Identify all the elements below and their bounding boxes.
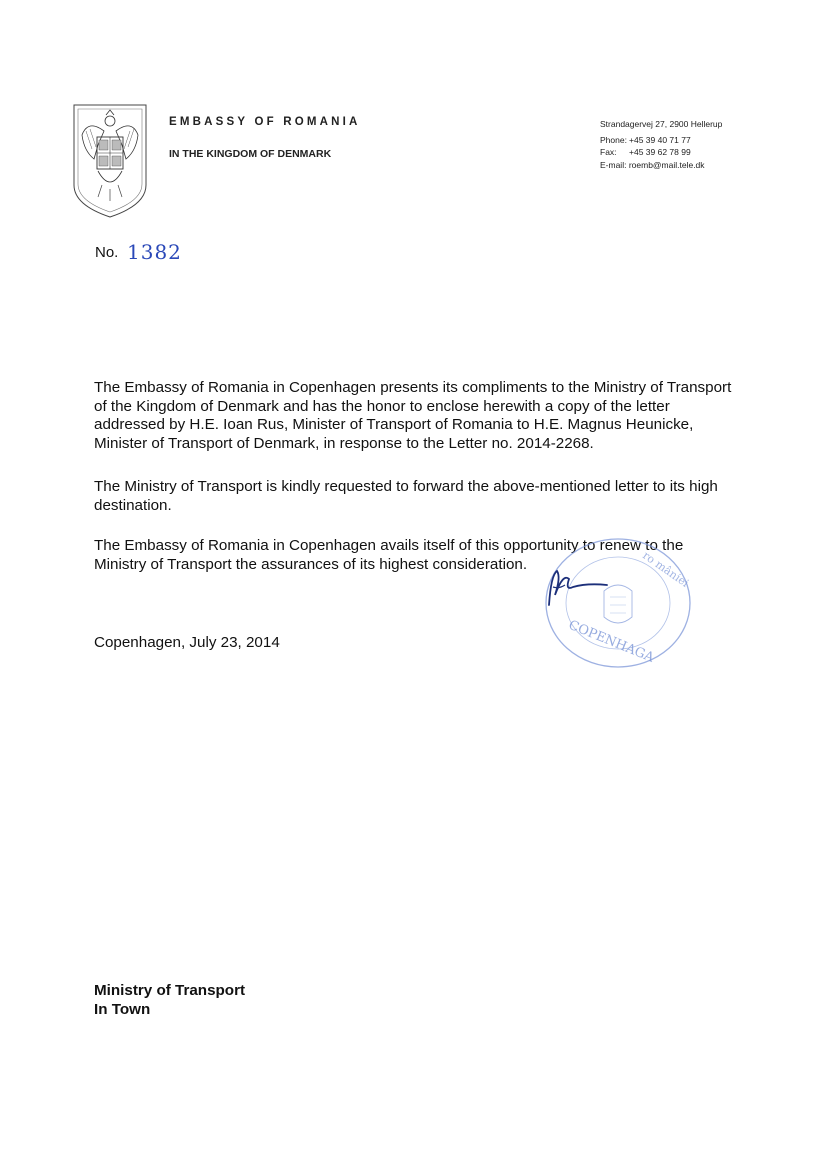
email-line xyxy=(600,159,722,172)
phone-number: +45 39 40 71 77 xyxy=(629,134,691,145)
body-paragraph-3: The Embassy of Romania in Copenhagen avails itself of this opportunity to renew to the Ministry of Transport the assurances of its highest consideration. xyxy=(94,537,684,573)
fax-number: +45 39 62 78 99 xyxy=(629,147,691,157)
reference-number-handwritten: 1382 xyxy=(127,240,182,264)
stamp-text: COPENHAGA xyxy=(566,617,656,666)
embassy-address-block xyxy=(600,118,722,171)
recipient-line-2: In Town xyxy=(94,1001,151,1018)
email-label: E-mail: xyxy=(600,159,627,170)
svg-text:ro mâniei: ro mâniei xyxy=(640,548,692,590)
letter-date-line: Copenhagen, July 23, 2014 xyxy=(94,634,280,651)
phone-label: Phone: xyxy=(600,134,627,145)
fax-label: Fax: xyxy=(600,147,617,157)
fax-line xyxy=(600,146,722,159)
phone-line xyxy=(600,134,722,147)
romania-coat-of-arms-icon xyxy=(68,101,152,219)
body-paragraph-1: The Embassy of Romania in Copenhagen presents its compliments to the Ministry of Transport of the Kingdom of Denmark and has the honor to enclose herewith a copy of the letter addressed by H.E. Ioan Rus, Minister of Transport of Romania to H.E. Magnus Heunicke, Minister of Transport of Denmark, in response to the Letter no. 2014-2268. xyxy=(94,379,732,452)
address-street: Strandagervej 27, 2900 Hellerup xyxy=(600,119,723,129)
embassy-subtitle: IN THE KINGDOM OF DENMARK xyxy=(169,148,332,160)
body-paragraph-2: The Ministry of Transport is kindly requested to forward the above-mentioned letter to its high destination. xyxy=(94,478,718,514)
embassy-name: EMBASSY OF ROMANIA xyxy=(169,116,361,128)
recipient-block xyxy=(94,981,245,1019)
recipient-line-1: Ministry of Transport xyxy=(94,982,246,999)
email-address: roemb@mail.tele.dk xyxy=(628,159,705,170)
reference-label: No. xyxy=(95,244,119,261)
